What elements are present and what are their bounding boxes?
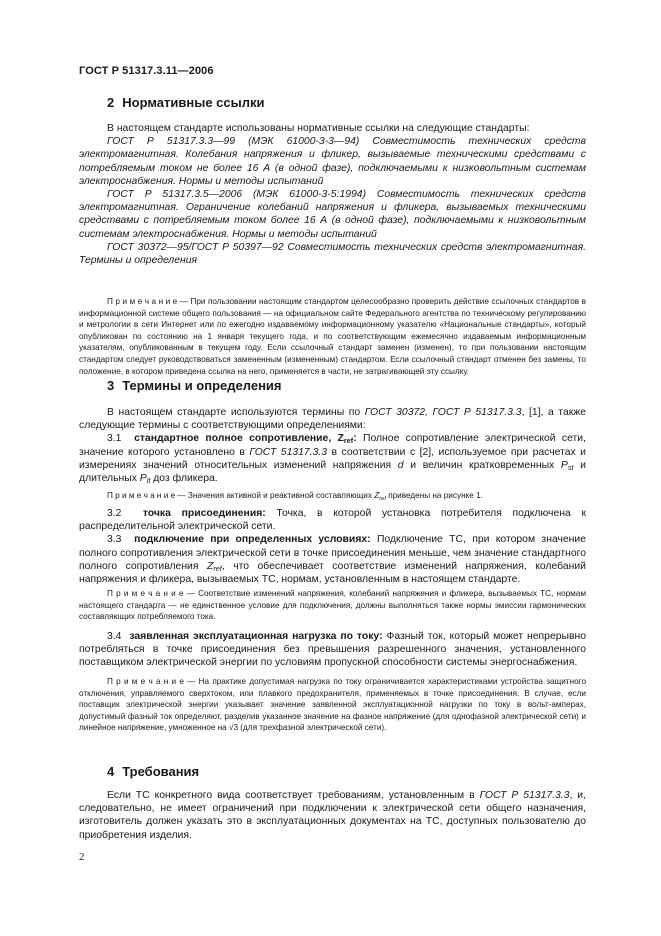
normative-ref-3: ГОСТ 30372—95/ГОСТ Р 50397—92 Совместимость технических средств электромагнитная. Термины и определения: [79, 241, 586, 267]
section-title: Нормативные ссылки: [122, 95, 265, 110]
section-number: 4: [107, 764, 115, 779]
sqrt3-symbol: √3: [228, 723, 239, 733]
note-3-4: П р и м е ч а н и е — На практике допустимая нагрузка по току ограничивается характеристиками устройства защитного отключения, управляемого сверхтоком, или плавкого предохранителя, применяемых в точке присоединения. В случае, если поставщик электрической энергии указывает значение заявленной эксплуатационной нагрузки по току в вольт-амперах, допустимый фазный ток определяют, разделив указанное значение на фазное напряжение (для однофазной электрической сети) и линейное напряжение, умноженное на √3 (для трехфазной электрической сети).: [79, 677, 586, 733]
normative-ref-2: ГОСТ Р 51317.3.5—2006 (МЭК 61000-3-5:1994) Совместимость технических средств электромагнитная. Ограничение колебаний напряжения и фликера, вызываемых техническими средствами с потребляемым током более 16 А (в одной фазе), подключаемыми к низковольтным системам электроснабжения. Нормы и методы испытаний: [79, 189, 586, 240]
note-3-1: П р и м е ч а н и е — Значения активной и реактивной составляющих $Z_{ref}$ приведены на рисунке 1.: [107, 491, 483, 502]
note-text: При пользовании настоящим стандартом целесообразно проверить действие ссылочных стандартов в информационной системе общего пользования — на официальном сайте Федерального агентства по техническому регулированию и метрологии в сети Интернет или по ежегодно издаваемому информационному указателю «Национальные стандарты», который опубликован по состоянию на 1 января текущего года, и по соответствующим ежемесячно издаваемым информационным указателям, опубликованным в текущем году. Если ссылочный стандарт заменен (изменен), то при пользовании настоящим стандартом следует руководствоваться замененным (измененным) стандартом. Если ссылочный стандарт отменен без замены, то положение, в котором приведена ссылка на него, применяется в части, не затрагивающей эту ссылку.: [79, 297, 586, 376]
section-2-body: [79, 122, 586, 267]
running-header: ГОСТ Р 51317.3.11—2006: [79, 65, 214, 77]
page-number: 2: [79, 851, 85, 863]
note-label: П р и м е ч а н и е —: [107, 297, 188, 306]
section-3-body: [79, 406, 586, 485]
section-number: 3: [107, 378, 115, 393]
section-2-note: [79, 296, 586, 377]
section-2-intro: В настоящем стандарте использованы нормативные ссылки на следующие стандарты:: [107, 123, 530, 134]
section-3-intro: В настоящем стандарте используются термины по ГОСТ 30372, ГОСТ Р 51317.3.3, [1], а также следующие термины с соответствующими определениями:: [79, 407, 586, 432]
normative-ref-1: ГОСТ Р 51317.3.3—99 (МЭК 61000-3-3—94) Совместимость технических средств электромагнитная. Колебания напряжения и фликер, вызываемые техническими средствами с потребляемым током не более 16 А (в одной фазе), подключаемыми к низковольтным системам электроснабжения. Нормы и методы испытаний: [79, 136, 586, 187]
section-2-heading: [107, 95, 264, 110]
term-3-4: 3.4 заявленная эксплуатационная нагрузка по току: Фазный ток, который может непрерывно потребляться в точке присоединения без превышения разрешенного значения, установленного поставщиком электрической энергии по условиям пропускной способности системы энергоснабжения.: [79, 631, 587, 669]
note-3-3: П р и м е ч а н и е — Соответствие изменений напряжения, колебаний напряжения и фликера, вызываемых ТС, нормам настоящего стандарта — не единственное условие для подключения, должны выполняться также нормы эмиссии гармонических составляющих потребляемого тока.: [79, 589, 586, 622]
section-4-text: Если ТС конкретного вида соответствует требованиям, установленным в ГОСТ Р 51317.3.3, и, следовательно, не имеет ограничений при подключении к электрической сети общего назначения, изготовитель должен указать это в эксплуатационных документах на ТС, доступных пользователю до приобретения изделия.: [79, 790, 586, 841]
section-4-body: [79, 789, 586, 842]
term-3-4-block: [79, 630, 586, 670]
term-3-2: 3.2 точка присоединения: Точка, в которой установка потребителя подключена к распределительной электрической сети.: [79, 508, 586, 533]
section-3-heading: [107, 378, 282, 393]
section-title: Требования: [122, 764, 200, 779]
term-3-3: 3.3 подключение при определенных условиях: Подключение ТС, при котором значение полного сопротивления электрической сети в точке присоединения меньше, чем значение стандартного полного сопротивления $Z_{ref}$, что обеспечивает соответствие изменений напряжения, колебаний напряжения и фликера, вызываемых ТС, нормам, установленным в настоящем стандарте.: [79, 534, 587, 586]
term-3-1: 3.1 стандартное полное сопротивление, $Z_{ref}$: Полное сопротивление электрической сети, значение которого установлено в ГОСТ 51317.3.3 в соответствии с [2], используемое при расчетах и измерениях значений относительных изменений напряжения d и величин кратковременных $P_{st}$ и длительных $P_{lt}$ доз фликера.: [79, 433, 586, 486]
section-title: Термины и определения: [122, 378, 282, 393]
section-number: 2: [107, 95, 115, 110]
terms-3-2-3-3: [79, 507, 586, 586]
section-4-heading: [107, 764, 199, 779]
